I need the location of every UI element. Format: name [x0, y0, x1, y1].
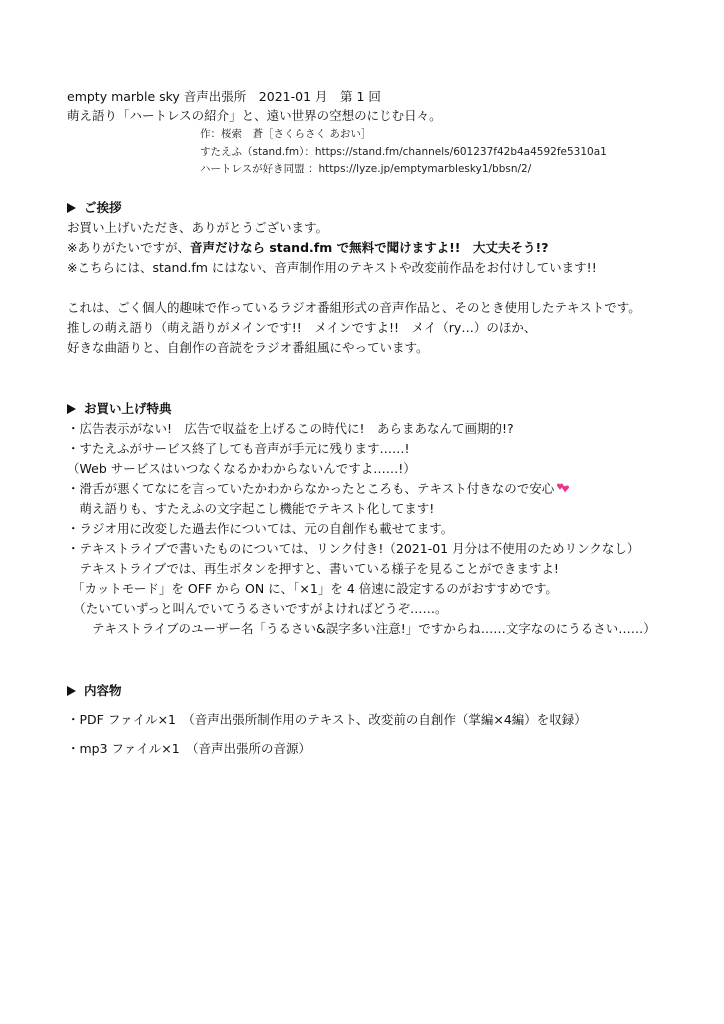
bonus-item: 「カットモード」を OFF から ON に、「×1」を 4 倍速に設定するのがおすすめです。: [72, 581, 558, 596]
document-title: empty marble sky 音声出張所 2021-01 月 第 1 回: [67, 89, 381, 104]
credit-fan-club: ハートレスが好き同盟 ：https://lyze.jp/emptymarblesky1/bbsn/2/: [200, 163, 532, 175]
bonus-item: テキストライブでは、再生ボタンを押すと、書いている様子を見ることができますよ!: [67, 561, 559, 576]
greeting-heading: ご挨拶: [67, 199, 122, 217]
bonus-item: （Web サービスはいつなくなるかわからないんですよ……!）: [67, 461, 416, 476]
bonus-heading: お買い上げ特典: [67, 400, 172, 418]
bonus-item: ・滑舌が悪くてなにを言っていたかわからなかったところも、テキスト付きなので安心: [67, 480, 570, 498]
greeting-note-free: ※ありがたいですが、音声だけなら stand.fm で無料で聞けますよ!! 大丈夫そう!?: [67, 240, 549, 255]
bonus-item: ・広告表示がない! 広告で収益を上げるこの時代に! あらまあなんて画期的!?: [67, 421, 514, 436]
greeting-note-extra: ※こちらには、stand.fm にはない、音声制作用のテキストや改変前作品をお付けしています!!: [67, 260, 597, 275]
bonus-item: ・テキストライブで書いたものについては、リンク付き!（2021-01 月分は不使用のためリンクなし）: [67, 541, 640, 556]
credit-standfm: すたえふ（stand.fm）：https://stand.fm/channels/601237f42b4a4592fe5310a1: [200, 146, 607, 158]
intro-text: 推しの萌え語り（萌え語りがメインです!! メインですよ!! メイ（ry…）のほか、: [67, 320, 537, 335]
greeting-text: お買い上げいただき、ありがとうございます。: [67, 220, 329, 235]
triangle-right-icon: [67, 203, 76, 213]
credit-author: 作：桜索 蒼［さくらさく あおい］: [200, 128, 372, 140]
bonus-item: （たいていずっと叫んでいてうるさいですがよければどうぞ……。: [67, 601, 448, 616]
document-subtitle: 萌え語り「ハートレスの紹介」と、遠い世界の空想のにじむ日々。: [67, 108, 442, 123]
two-hearts-icon: [556, 481, 570, 493]
bonus-item: 萌え語りも、すたえふの文字起こし機能でテキスト化してます!: [67, 501, 435, 516]
contents-item: ・PDF ファイル×1 （音声出張所制作用のテキスト、改変前の自創作（掌編×4編）を収録）: [67, 712, 587, 727]
contents-item: ・mp3 ファイル×1 （音声出張所の音源）: [67, 741, 311, 756]
bonus-item: テキストライブのユーザー名「うるさい&誤字多い注意!」ですからね……文字なのにうるさい……）: [67, 621, 656, 636]
contents-heading: 内容物: [67, 682, 122, 700]
intro-text: 好きな曲語りと、自創作の音読をラジオ番組風にやっています。: [67, 340, 429, 355]
triangle-right-icon: [67, 404, 76, 414]
bonus-item: ・すたえふがサービス終了しても音声が手元に残ります……!: [67, 441, 410, 456]
intro-text: これは、ごく個人的趣味で作っているラジオ番組形式の音声作品と、そのとき使用したテキストです。: [67, 300, 641, 315]
bonus-item: ・ラジオ用に改変した過去作については、元の自創作も載せてます。: [67, 521, 454, 536]
triangle-right-icon: [67, 686, 76, 696]
